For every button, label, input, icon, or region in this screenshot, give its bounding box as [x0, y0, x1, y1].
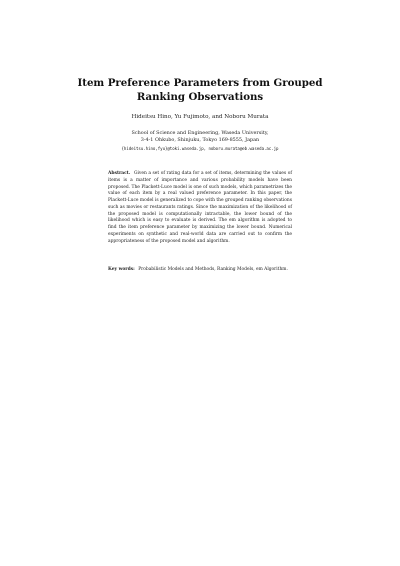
author-list: Hideitsu Hino, Yu Fujimoto, and Noboru Murata	[131, 114, 269, 120]
affiliation-block	[60, 130, 340, 152]
author-emails: {hideitsu.hino,fyu}@toki.waseda.jp, noboru.murata@eb.waseda.ac.jp	[121, 145, 279, 151]
paper-title: Item Preference Parameters from Grouped Ranking Observations	[77, 77, 323, 103]
keywords-label: Key words:	[108, 267, 135, 272]
abstract-text: Given a set of rating data for a set of items, determining the values of items is a matter of importance and various probability models have been proposed. The Plackett-Luce model is one of such models, which parametrizes the value of each item by a real valued preference parameter. In this paper, the Plackett-Luce model is generalized to cope with the grouped ranking observations such as movies or restaurants ratings. Since the maximization of the likelihood of the proposed model is computationally intractable, the lower bound of the likelihood which is easy to evaluate is derived. The em algorithm is adopted to find the item preference parameter by maximizing the lower bound. Numerical experiments on synthetic and real-world data are carried out to confirm the appropriateness of the proposed model and algorithm.	[108, 171, 292, 244]
affiliation-institution: School of Science and Engineering, Waseda University,	[131, 130, 269, 136]
keywords-section	[108, 267, 292, 274]
abstract-label: Abstract.	[108, 171, 131, 176]
keywords-text: Probabilistic Models and Methods, Ranking Models, em Algorithm.	[138, 267, 288, 272]
affiliation-address: 3-4-1 Ohkubo, Shinjuku, Tokyo 169-8555, Japan	[140, 137, 260, 144]
abstract-section	[108, 171, 292, 245]
